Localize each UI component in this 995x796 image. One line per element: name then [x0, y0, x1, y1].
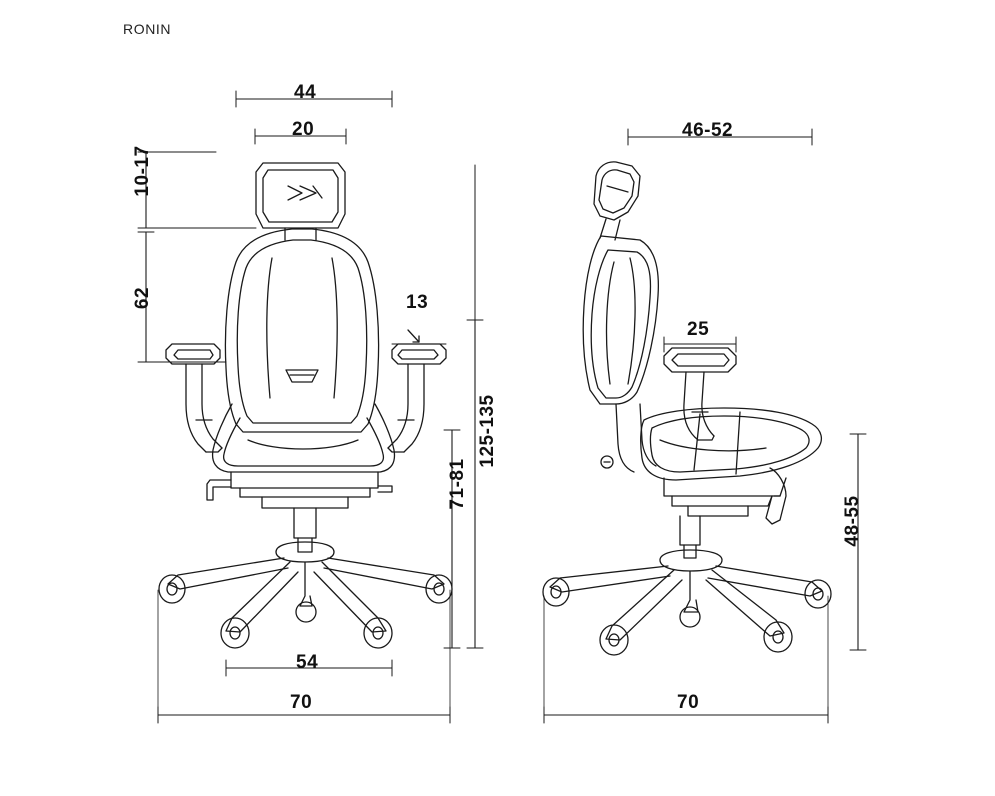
dimension-label-headrest-width: 20 — [292, 119, 315, 140]
dimension-label-seat-back-height: 71-81 — [447, 458, 468, 510]
dimension-lines — [138, 91, 866, 723]
dimension-label-base-width-front: 70 — [290, 692, 313, 713]
dimension-label-headrest-travel: 10-17 — [132, 145, 153, 197]
dimension-label-armrest-depth: 25 — [687, 319, 710, 340]
dimension-label-armrest-width: 13 — [406, 292, 429, 313]
dimension-label-backrest-width: 44 — [294, 82, 317, 103]
dimension-label-backrest-height: 62 — [132, 286, 153, 310]
dimension-label-seat-height: 48-55 — [842, 495, 863, 547]
dimension-label-seat-width: 54 — [296, 652, 319, 673]
dimension-label-total-height: 125-135 — [477, 394, 498, 468]
dimension-label-seat-depth: 46-52 — [682, 120, 734, 141]
side-view-chair — [543, 162, 831, 655]
dimension-label-base-depth-side: 70 — [677, 692, 700, 713]
drawing-title: RONIN — [123, 21, 172, 37]
front-view-chair — [159, 163, 452, 648]
